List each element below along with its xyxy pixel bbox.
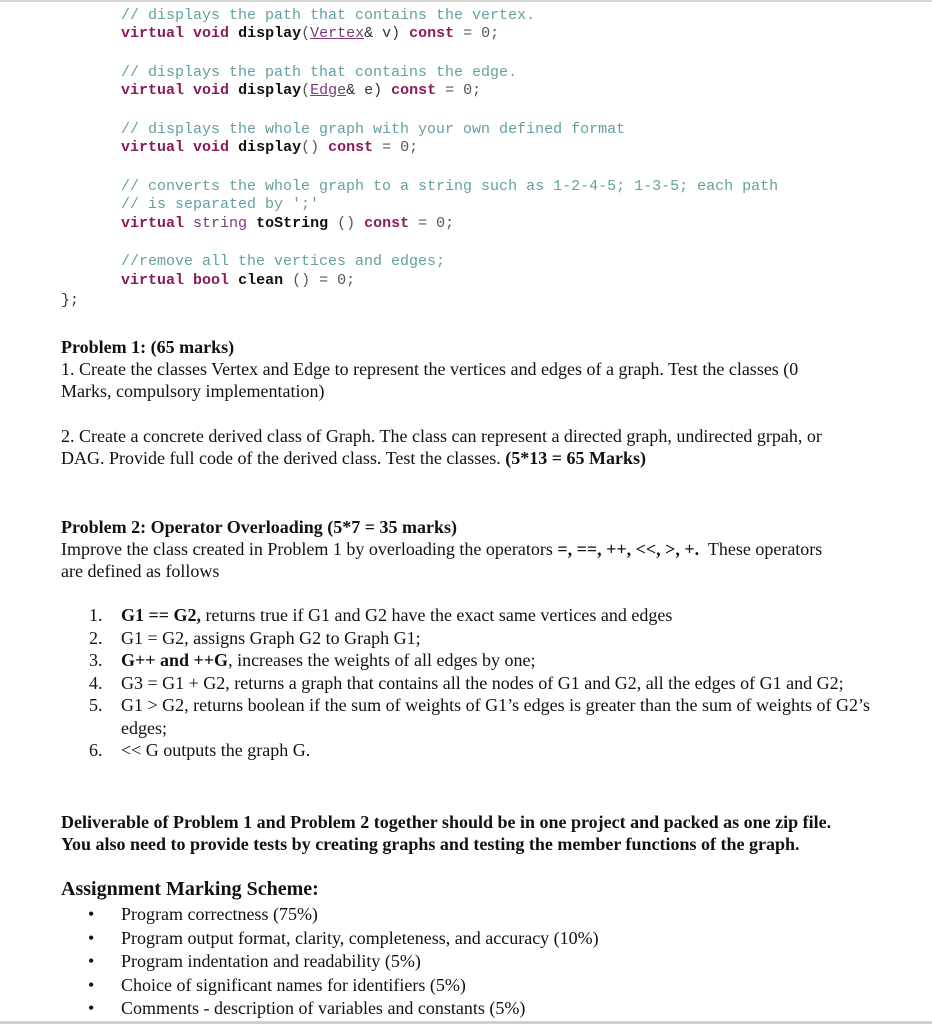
list-item: 6. << G outputs the graph G. bbox=[89, 740, 311, 760]
marking-scheme-heading: Assignment Marking Scheme: bbox=[61, 878, 319, 900]
code-comment: // converts the whole graph to a string such as 1-2-4-5; 1-3-5; each path bbox=[121, 178, 779, 195]
code-line: virtual string toString () const = 0; bbox=[121, 215, 455, 232]
code-line: virtual void display(Vertex& v) const = 0; bbox=[121, 25, 500, 42]
list-item: • Program output format, clarity, completeness, and accuracy (10%) bbox=[88, 927, 599, 948]
marking-scheme-list bbox=[61, 903, 881, 1021]
code-line: virtual void display() const = 0; bbox=[121, 139, 419, 156]
operator-list bbox=[61, 604, 881, 762]
list-item: 4. G3 = G1 + G2, returns a graph that contains all the nodes of G1 and G2, all the edges of G1 and G2; bbox=[89, 672, 844, 693]
problem1-heading: Problem 1: (65 marks) bbox=[61, 337, 235, 357]
problem2-intro: Improve the class created in Problem 1 by overloading the operators =, ==, ++, <<, >, +. These operators are defined as follows bbox=[61, 539, 823, 581]
code-line: virtual void display(Edge& e) const = 0; bbox=[121, 82, 482, 99]
code-comment: // displays the path that contains the vertex. bbox=[121, 7, 536, 24]
code-comment: //remove all the vertices and edges; bbox=[121, 253, 446, 270]
code-comment: // displays the path that contains the edge. bbox=[121, 64, 518, 81]
deliverable-note: Deliverable of Problem 1 and Problem 2 together should be in one project and packed as one zip file. You also need to provide tests by creating graphs and testing the member functions of the graph. bbox=[61, 812, 832, 854]
problem2-heading: Problem 2: Operator Overloading (5*7 = 35 marks) bbox=[61, 517, 458, 537]
list-item: • Program correctness (75%) bbox=[88, 904, 318, 924]
top-divider bbox=[0, 0, 932, 2]
list-item: • Program indentation and readability (5%) bbox=[88, 951, 421, 971]
list-item: 1. G1 == G2, returns true if G1 and G2 have the exact same vertices and edges bbox=[89, 605, 673, 625]
code-close-brace: }; bbox=[61, 292, 80, 309]
list-item: 3. G++ and ++G, increases the weights of all edges by one; bbox=[89, 650, 536, 670]
problem1-item2: 2. Create a concrete derived class of Graph. The class can represent a directed graph, undirected grpah, or DAG. Provide full code of the derived class. Test the classes. (5*13 = 65 Marks) bbox=[61, 426, 822, 468]
list-item: • Comments - description of variables and constants (5%) bbox=[88, 998, 526, 1018]
list-item: • Choice of significant names for identifiers (5%) bbox=[88, 974, 466, 995]
code-line: virtual bool clean () = 0; bbox=[121, 272, 356, 289]
list-item: 2. G1 = G2, assigns Graph G2 to Graph G1; bbox=[89, 627, 421, 648]
problem1-item1: 1. Create the classes Vertex and Edge to represent the vertices and edges of a graph. Test the classes (0 Marks, compulsory implementation) bbox=[61, 359, 799, 401]
code-comment: // displays the whole graph with your own defined format bbox=[121, 121, 626, 138]
list-item: 5. G1 > G2, returns boolean if the sum of weights of G1’s edges is greater than the sum of weights of G2’s edges; bbox=[89, 695, 871, 738]
code-comment: // is separated by ';' bbox=[121, 196, 320, 213]
